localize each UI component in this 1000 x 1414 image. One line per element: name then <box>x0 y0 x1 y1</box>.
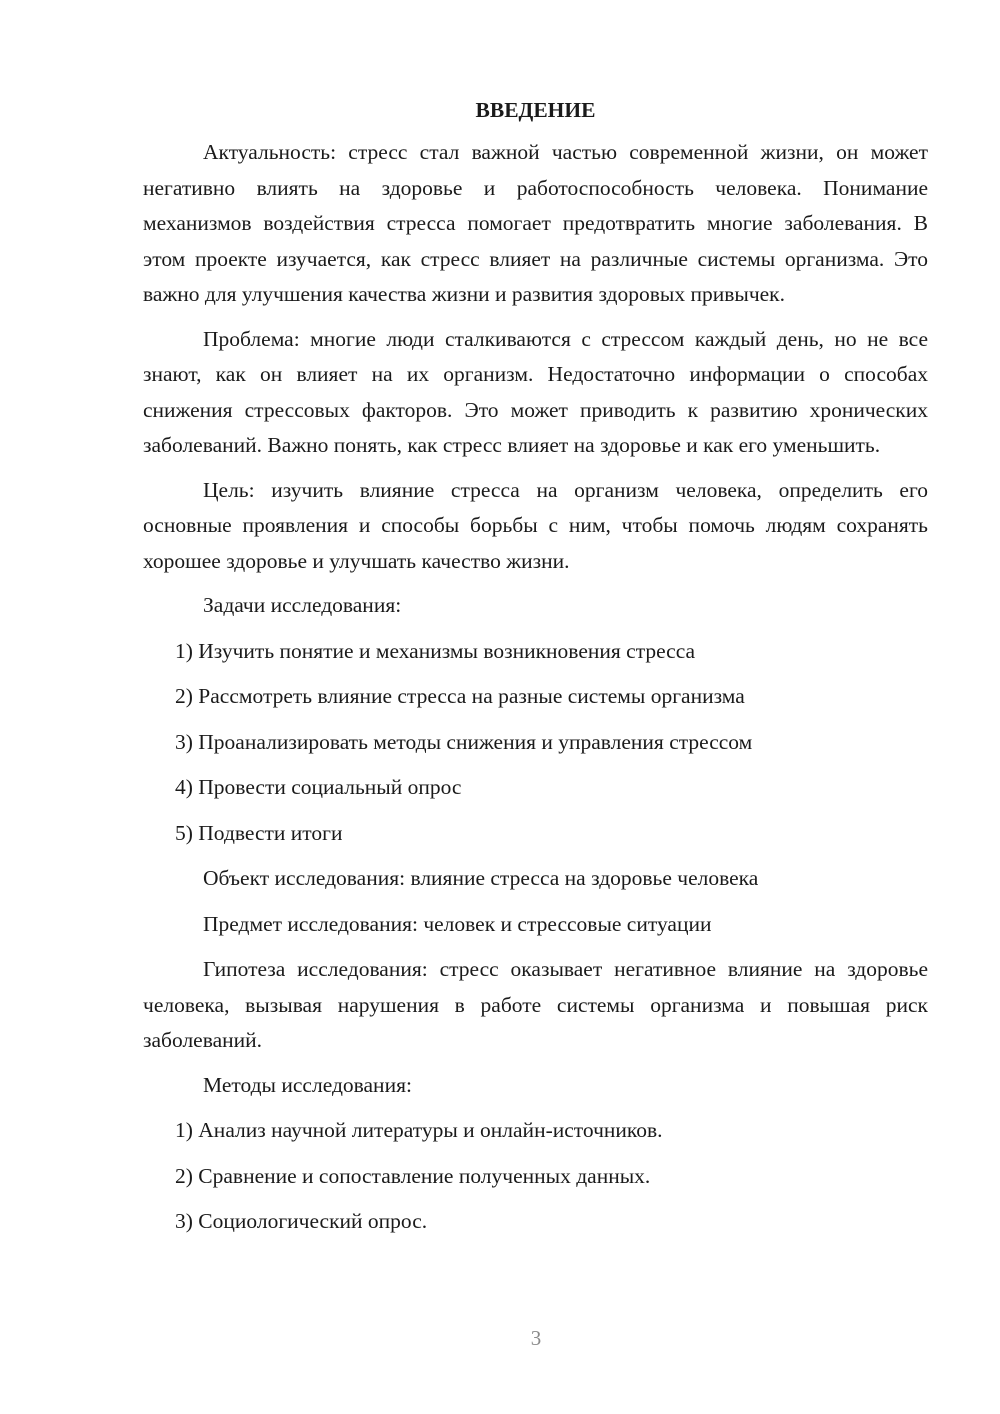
relevance-paragraph: Актуальность: стресс стал важной частью современной жизни, он может негативно влиять на здоровье и работоспособность человека. Понимание механизмов воздействия стресса помогает предотвратить многие заболевания. В этом проекте изучается, как стресс влияет на различные системы организма. Это важно для улучшения качества жизни и развития здоровых привычек. <box>143 140 928 306</box>
method-item-2: 2) Сравнение и сопоставление полученных данных. <box>175 1163 651 1188</box>
research-subject: Предмет исследования: человек и стрессовые ситуации <box>203 911 712 936</box>
research-object: Объект исследования: влияние стресса на здоровье человека <box>203 866 759 890</box>
task-item-5: 5) Подвести итоги <box>175 820 343 845</box>
method-item-3: 3) Социологический опрос. <box>175 1209 428 1233</box>
task-item-3: 3) Проанализировать методы снижения и управления стрессом <box>175 729 753 754</box>
page-number: 3 <box>530 1326 542 1350</box>
tasks-heading: Задачи исследования: <box>203 593 402 617</box>
goal-paragraph: Цель: изучить влияние стресса на организм человека, определить его основные проявления и способы борьбы с ним, чтобы помочь людям сохранять хорошее здоровье и улучшать качество жизни. <box>143 477 928 573</box>
hypothesis-paragraph: Гипотеза исследования: стресс оказывает негативное влияние на здоровье человека, вызывая нарушения в работе системы организма и повышая риск заболеваний. <box>143 957 928 1052</box>
task-item-1: 1) Изучить понятие и механизмы возникновения стресса <box>175 638 696 663</box>
problem-paragraph: Проблема: многие люди сталкиваются с стрессом каждый день, но не все знают, как он влияет на их организм. Недостаточно информации о способах снижения стрессовых факторов. Это может приводить к развитию хронических заболеваний. Важно понять, как стресс влияет на здоровье и как его уменьшить. <box>143 326 928 457</box>
task-item-4: 4) Провести социальный опрос <box>175 775 462 799</box>
methods-heading: Методы исследования: <box>203 1072 412 1097</box>
page-title: ВВЕДЕНИЕ <box>475 98 596 122</box>
method-item-1: 1) Анализ научной литературы и онлайн-источников. <box>175 1118 663 1142</box>
page-content <box>143 94 928 1250</box>
task-item-2: 2) Рассмотреть влияние стресса на разные системы организма <box>175 684 745 708</box>
